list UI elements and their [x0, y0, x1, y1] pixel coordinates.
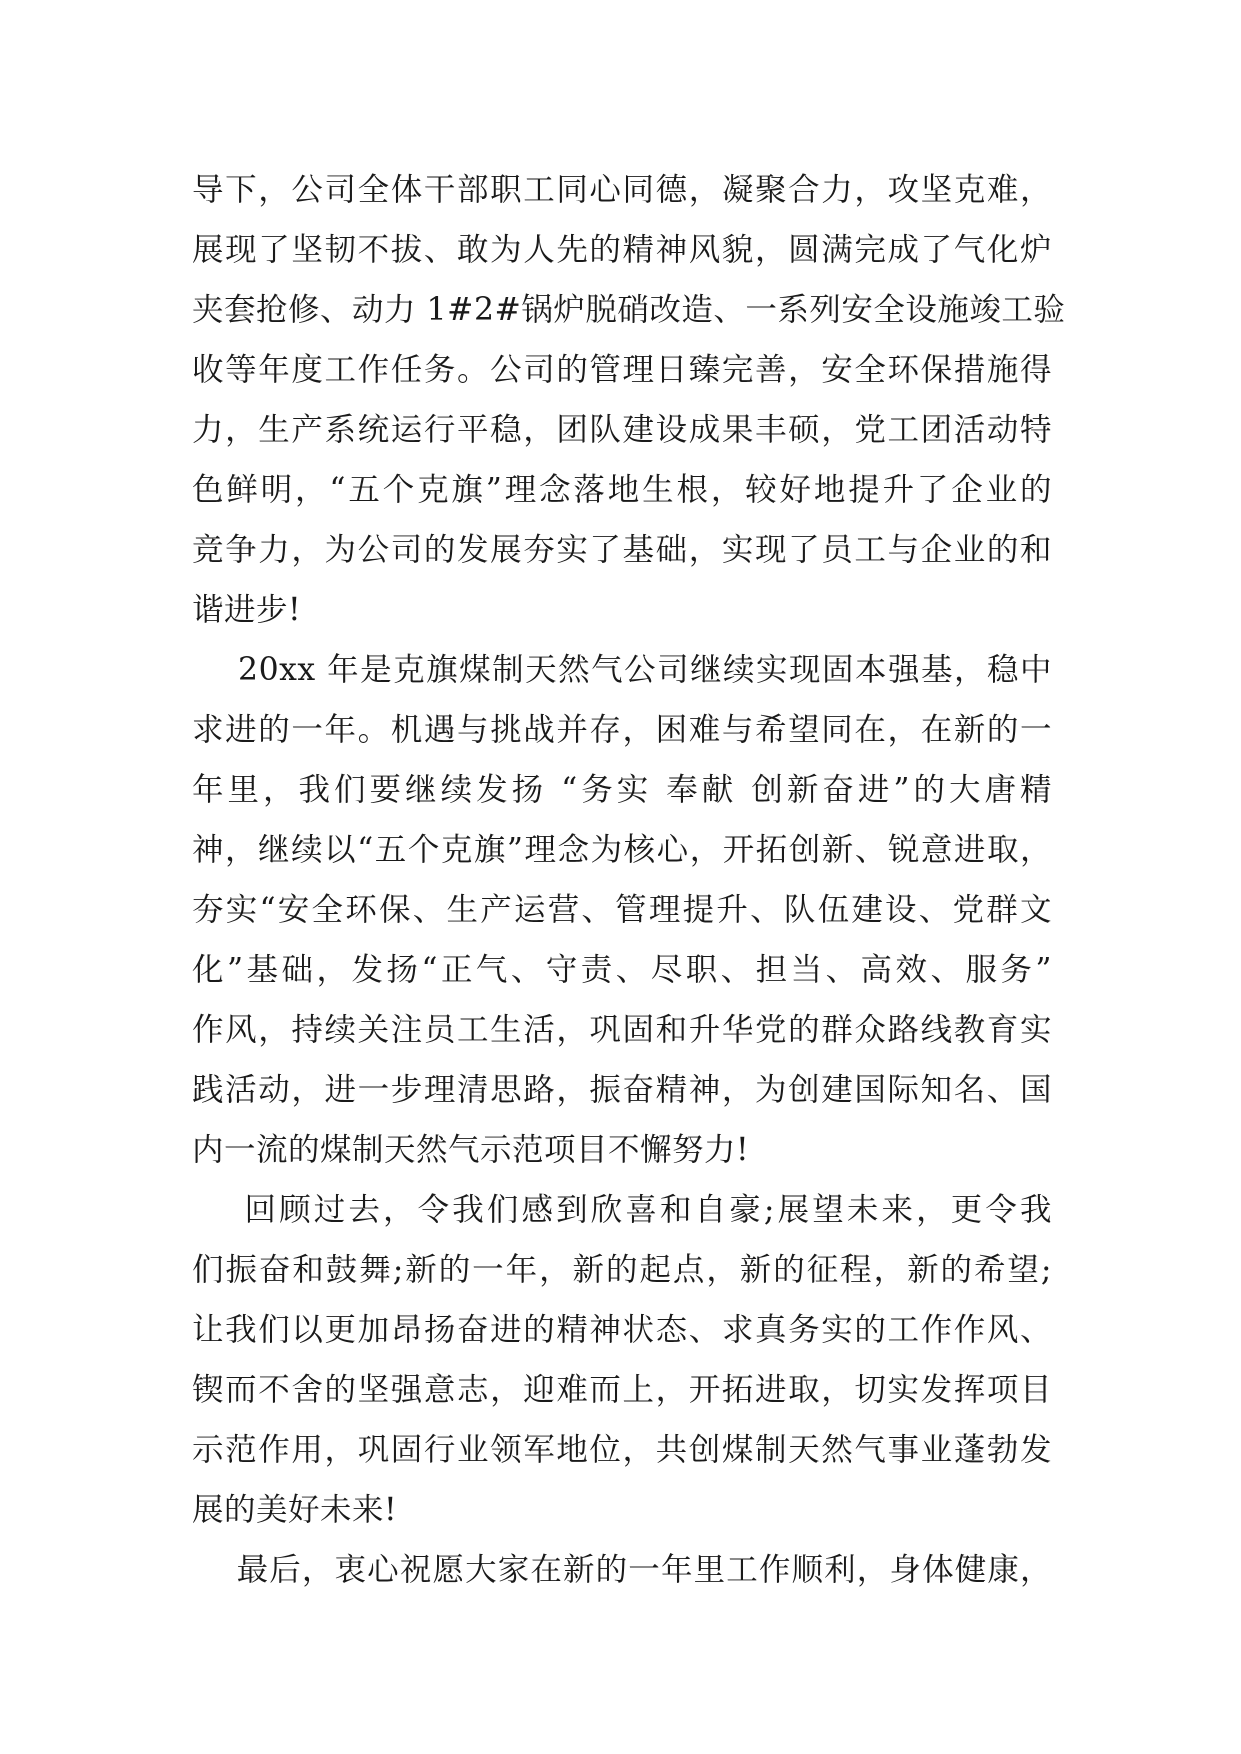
- text-line: 神，继续以“五个克旗”理念为核心，开拓创新、锐意进取，: [192, 832, 1052, 868]
- text-line: 作风，持续关注员工生活，巩固和升华党的群众路线教育实: [192, 1012, 1052, 1048]
- text-line: 内一流的煤制天然气示范项目不懈努力!: [192, 1132, 750, 1168]
- text-line: 最后，衷心祝愿大家在新的一年里工作顺利，身体健康，: [192, 1552, 1052, 1588]
- text-line: 展现了坚韧不拔、敢为人先的精神风貌，圆满完成了气化炉: [192, 232, 1052, 268]
- text-line: 践活动，进一步理清思路，振奋精神，为创建国际知名、国: [192, 1072, 1052, 1108]
- text-line: 夹套抢修、动力 1#2#锅炉脱硝改造、一系列安全设施竣工验: [192, 292, 1066, 328]
- text-line: 夯实“安全环保、生产运营、管理提升、队伍建设、党群文: [192, 892, 1052, 928]
- text-line: 导下，公司全体干部职工同心同德，凝聚合力，攻坚克难，: [192, 172, 1052, 208]
- text-line: 收等年度工作任务。公司的管理日臻完善，安全环保措施得: [192, 352, 1052, 388]
- text-line: 回顾过去，令我们感到欣喜和自豪;展望未来，更令我: [192, 1192, 1052, 1228]
- text-line: 锲而不舍的坚强意志，迎难而上，开拓进取，切实发挥项目: [192, 1372, 1052, 1408]
- text-line: 示范作用，巩固行业领军地位，共创煤制天然气事业蓬勃发: [192, 1432, 1052, 1468]
- text-line: 谐进步!: [192, 592, 302, 628]
- document-body: [192, 160, 1066, 1600]
- text-line: 20xx 年是克旗煤制天然气公司继续实现固本强基，稳中: [192, 652, 1052, 688]
- text-line: 让我们以更加昂扬奋进的精神状态、求真务实的工作作风、: [192, 1312, 1052, 1348]
- text-line: 们振奋和鼓舞;新的一年，新的起点，新的征程，新的希望;: [192, 1252, 1052, 1288]
- text-line: 展的美好未来!: [192, 1492, 398, 1528]
- text-line: 色鲜明，“五个克旗”理念落地生根，较好地提升了企业的: [192, 472, 1052, 508]
- text-line: 化”基础，发扬“正气、守责、尽职、担当、高效、服务”: [192, 952, 1052, 988]
- text-line: 竞争力，为公司的发展夯实了基础，实现了员工与企业的和: [192, 532, 1052, 568]
- text-line: 求进的一年。机遇与挑战并存，困难与希望同在，在新的一: [192, 712, 1052, 748]
- text-line: 力，生产系统运行平稳，团队建设成果丰硕，党工团活动特: [192, 412, 1052, 448]
- text-line: 年里，我们要继续发扬 “务实 奉献 创新奋进”的大唐精: [192, 772, 1052, 808]
